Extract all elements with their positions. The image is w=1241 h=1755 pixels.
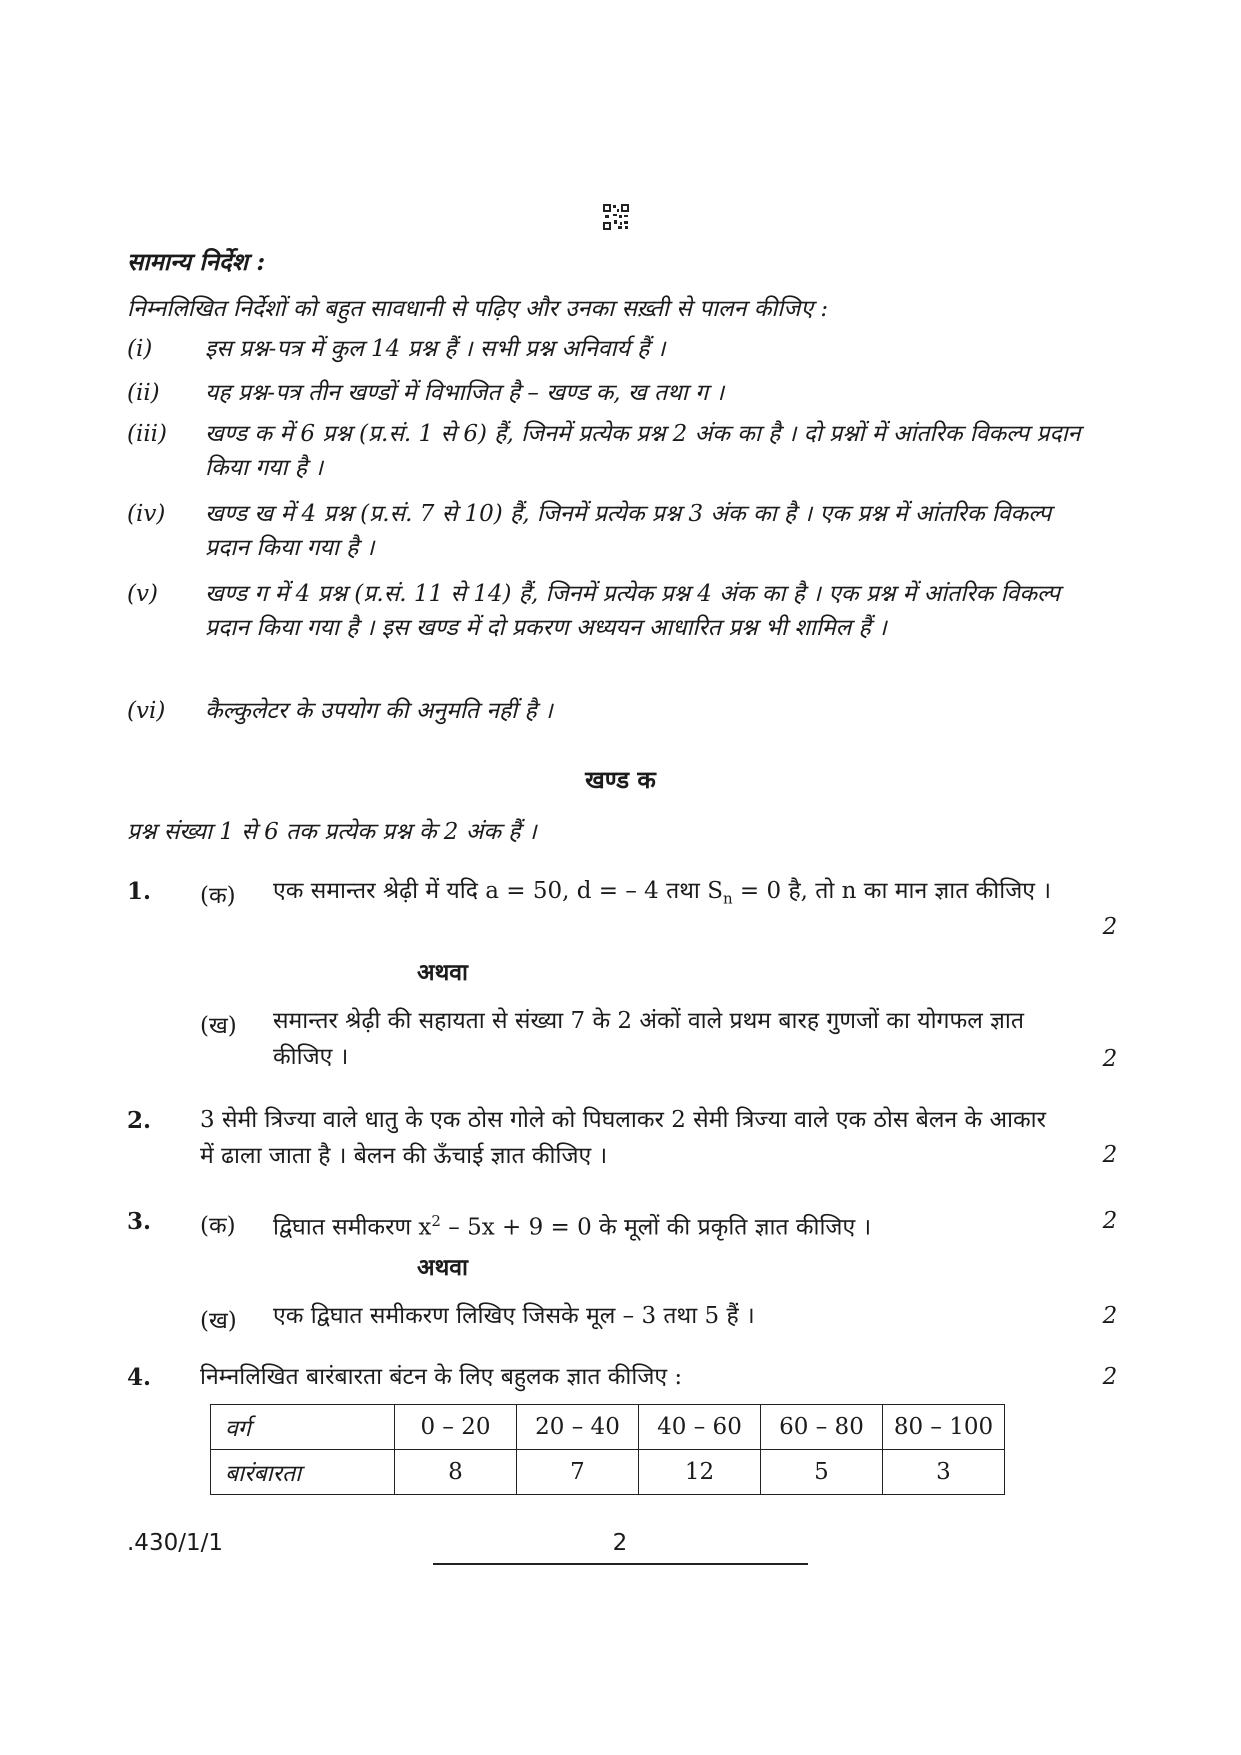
- question-number: 4.: [127, 1364, 152, 1391]
- page-number: 2: [612, 1530, 628, 1556]
- table-cell: 3: [883, 1450, 1005, 1495]
- table-cell: 5: [761, 1450, 883, 1495]
- marks-label: 2: [1102, 1303, 1118, 1329]
- frequency-table: [210, 1404, 1005, 1495]
- marks-label: 2: [1102, 914, 1118, 940]
- instruction-text: यह प्रश्न-पत्र तीन खण्डों में विभाजित है – खण्ड क, ख तथा ग ।: [205, 380, 725, 406]
- section-note: प्रश्न संख्या 1 से 6 तक प्रत्येक प्रश्न के 2 अंक हैं ।: [127, 819, 537, 845]
- table-cell: 20 – 40: [517, 1405, 639, 1450]
- question-text: समान्तर श्रेढ़ी की सहायता से संख्या 7 के 2 अंकों वाले प्रथम बारह गुणजों का योगफल ज्ञात कीजिए ।: [273, 1008, 1024, 1070]
- instruction-number: (iv): [127, 501, 166, 527]
- instruction-number: (v): [127, 581, 158, 607]
- qr-code-icon: [602, 203, 630, 231]
- question-text: [273, 1203, 1063, 1246]
- instruction-text: खण्ड ग में 4 प्रश्न (प्र.सं. 11 से 14) हैं, जिनमें प्रत्येक प्रश्न 4 अंक का है । एक प्रश्न में आंतरिक विकल्प प्रदान किया गया है । इस खण्ड में दो प्रकरण अध्ययन आधारित प्रश्न भी शामिल हैं ।: [205, 581, 1060, 641]
- table-row: [211, 1405, 1005, 1450]
- instruction-item: [127, 332, 1087, 366]
- instruction-item: [127, 376, 1087, 410]
- part-label: (ख): [200, 1013, 237, 1039]
- question-text: 3 सेमी त्रिज्या वाले धातु के एक ठोस गोले को पिघलाकर 2 सेमी त्रिज्या वाले एक ठोस बेलन के आकार में ढाला जाता है । बेलन की ऊँचाई ज्ञात कीजिए ।: [200, 1107, 1047, 1169]
- question-text: एक द्विघात समीकरण लिखिए जिसके मूल – 3 तथा 5 हैं ।: [273, 1303, 755, 1329]
- superscript: 2: [431, 1212, 441, 1230]
- part-label: (क): [200, 883, 236, 909]
- question-number: 2.: [127, 1107, 152, 1134]
- instruction-item: [127, 694, 1087, 728]
- table-row-label: वर्ग: [211, 1405, 395, 1450]
- marks-label: 2: [1102, 1364, 1118, 1390]
- table-cell: 7: [517, 1450, 639, 1495]
- table-cell: 60 – 80: [761, 1405, 883, 1450]
- instruction-number: (ii): [127, 380, 160, 406]
- question-text-post: – 5x + 9 = 0 के मूलों की प्रकृति ज्ञात कीजिए ।: [440, 1214, 872, 1241]
- table-cell: 80 – 100: [883, 1405, 1005, 1450]
- table-cell: 40 – 60: [639, 1405, 761, 1450]
- subscript: n: [722, 889, 733, 908]
- instruction-text: कैल्कुलेटर के उपयोग की अनुमति नहीं है ।: [205, 698, 553, 724]
- question-text-pre: द्विघात समीकरण x: [273, 1214, 432, 1241]
- question-number: 3.: [127, 1208, 152, 1235]
- question-text-post: = 0 है, तो n का मान ज्ञात कीजिए ।: [732, 878, 1052, 904]
- general-instructions-heading: सामान्य निर्देश :: [127, 247, 266, 276]
- question-text-pre: एक समान्तर श्रेढ़ी में यदि a = 50, d = – 4 तथा S: [273, 878, 723, 904]
- paper-code: .430/1/1: [127, 1530, 223, 1556]
- instruction-text: इस प्रश्न-पत्र में कुल 14 प्रश्न हैं । सभी प्रश्न अनिवार्य हैं ।: [205, 336, 666, 362]
- question-number: 1.: [127, 878, 152, 905]
- instruction-text: खण्ड ख में 4 प्रश्न (प्र.सं. 7 से 10) हैं, जिनमें प्रत्येक प्रश्न 3 अंक का है । एक प्रश्न में आंतरिक विकल्प प्रदान किया गया है ।: [205, 501, 1052, 561]
- table-row: [211, 1450, 1005, 1495]
- instruction-item: [127, 577, 1087, 681]
- instruction-number: (vi): [127, 698, 166, 724]
- table-cell: 12: [639, 1450, 761, 1495]
- or-label: अथवा: [417, 1254, 469, 1281]
- marks-label: 2: [1102, 1208, 1118, 1234]
- or-label: अथवा: [417, 959, 469, 986]
- table-row-label: बारंबारता: [211, 1450, 395, 1495]
- table-cell: 0 – 20: [395, 1405, 517, 1450]
- marks-label: 2: [1102, 1046, 1118, 1072]
- instruction-item: [127, 417, 1087, 487]
- footer-divider: [433, 1563, 808, 1565]
- question-text: निम्नलिखित बारंबारता बंटन के लिए बहुलक ज्ञात कीजिए :: [200, 1364, 683, 1390]
- instruction-text: खण्ड क में 6 प्रश्न (प्र.सं. 1 से 6) हैं, जिनमें प्रत्येक प्रश्न 2 अंक का है । दो प्रश्नों में आंतरिक विकल्प प्रदान किया गया है ।: [205, 421, 1081, 481]
- instruction-number: (iii): [127, 421, 168, 447]
- part-label: (क): [200, 1213, 236, 1239]
- instruction-item: [127, 497, 1087, 567]
- table-cell: 8: [395, 1450, 517, 1495]
- instruction-number: (i): [127, 336, 153, 362]
- general-instructions-intro: निम्नलिखित निर्देशों को बहुत सावधानी से पढ़िए और उनका सख़्ती से पालन कीजिए :: [127, 296, 829, 322]
- marks-label: 2: [1102, 1142, 1118, 1168]
- section-title: खण्ड क: [585, 765, 656, 794]
- part-label: (ख): [200, 1308, 237, 1334]
- question-text: [273, 873, 1063, 917]
